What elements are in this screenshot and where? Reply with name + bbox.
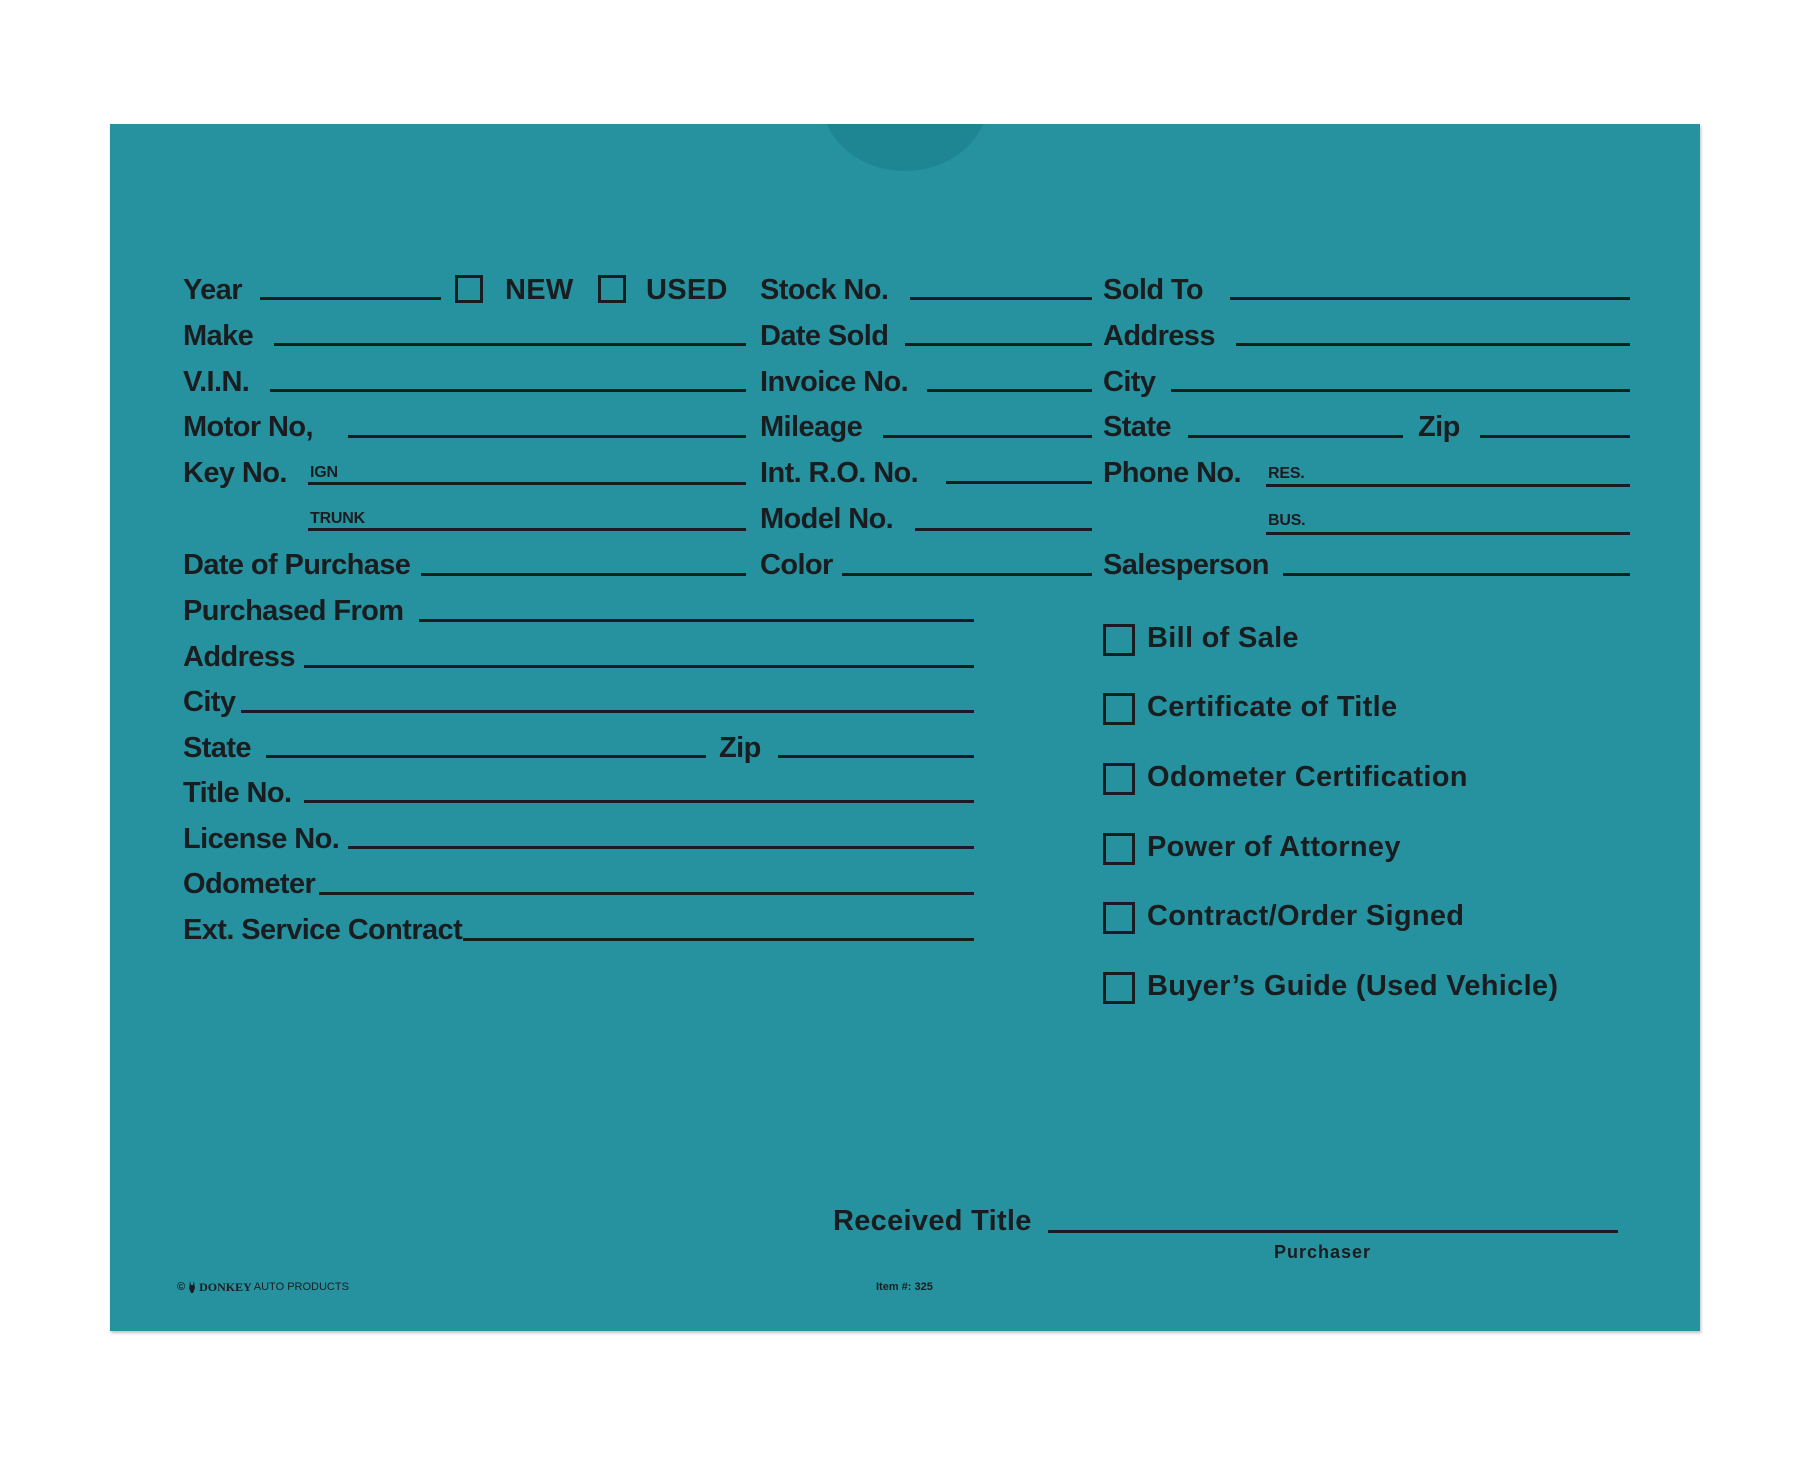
trunk-label: TRUNK bbox=[310, 510, 365, 527]
seller-zip-label: Zip bbox=[719, 732, 761, 764]
contract-order-signed-label: Contract/Order Signed bbox=[1147, 900, 1465, 932]
buyers-guide-checkbox[interactable] bbox=[1103, 972, 1135, 1004]
date-sold-label: Date Sold bbox=[760, 320, 889, 352]
used-checkbox[interactable] bbox=[598, 275, 626, 303]
buyer-zip-label: Zip bbox=[1418, 411, 1460, 443]
brand-name: DONKEY bbox=[199, 1280, 252, 1294]
mileage-label: Mileage bbox=[760, 411, 863, 443]
brand-logo bbox=[177, 1281, 349, 1293]
buyer-address-line[interactable] bbox=[1236, 343, 1630, 346]
purchaser-caption: Purchaser bbox=[1274, 1242, 1372, 1262]
ign-label: IGN bbox=[310, 464, 338, 481]
year-label: Year bbox=[183, 274, 242, 306]
stock-no-line[interactable] bbox=[910, 297, 1092, 300]
make-label: Make bbox=[183, 320, 254, 352]
date-sold-line[interactable] bbox=[905, 343, 1092, 346]
bill-of-sale-checkbox[interactable] bbox=[1103, 624, 1135, 656]
seller-zip-line[interactable] bbox=[778, 755, 974, 758]
certificate-of-title-label: Certificate of Title bbox=[1147, 691, 1398, 723]
odometer-certification-label: Odometer Certification bbox=[1147, 761, 1468, 793]
ext-service-contract-label: Ext. Service Contract bbox=[183, 914, 463, 946]
phone-no-label: Phone No. bbox=[1103, 457, 1241, 489]
copyright-symbol: © bbox=[177, 1280, 186, 1293]
title-no-label: Title No. bbox=[183, 777, 292, 809]
seller-state-line[interactable] bbox=[266, 755, 706, 758]
motor-no-line[interactable] bbox=[348, 435, 746, 438]
salesperson-line[interactable] bbox=[1283, 573, 1630, 576]
seller-address-line[interactable] bbox=[304, 665, 974, 668]
buyer-state-line[interactable] bbox=[1188, 435, 1403, 438]
color-label: Color bbox=[760, 549, 833, 581]
title-no-line[interactable] bbox=[304, 800, 974, 803]
seller-city-line[interactable] bbox=[241, 710, 974, 713]
odometer-line[interactable] bbox=[319, 892, 974, 895]
model-no-label: Model No. bbox=[760, 503, 894, 535]
new-checkbox[interactable] bbox=[455, 275, 483, 303]
vin-line[interactable] bbox=[270, 389, 746, 392]
bus-phone-line[interactable] bbox=[1266, 532, 1630, 535]
ext-service-contract-line[interactable] bbox=[463, 938, 974, 941]
res-label: RES. bbox=[1268, 465, 1305, 482]
vin-label: V.I.N. bbox=[183, 366, 250, 398]
color-line[interactable] bbox=[842, 573, 1092, 576]
int-ro-no-label: Int. R.O. No. bbox=[760, 457, 919, 489]
invoice-no-line[interactable] bbox=[927, 389, 1092, 392]
sold-to-line[interactable] bbox=[1230, 297, 1630, 300]
invoice-no-label: Invoice No. bbox=[760, 366, 909, 398]
donkey-icon bbox=[187, 1281, 197, 1293]
ign-key-line[interactable] bbox=[308, 482, 746, 485]
buyers-guide-label: Buyer’s Guide (Used Vehicle) bbox=[1147, 970, 1559, 1002]
buyer-city-line[interactable] bbox=[1171, 389, 1630, 392]
buyer-address-label: Address bbox=[1103, 320, 1215, 352]
odometer-label: Odometer bbox=[183, 868, 316, 900]
seller-address-label: Address bbox=[183, 641, 295, 673]
used-label: USED bbox=[646, 274, 728, 306]
brand-suffix: AUTO PRODUCTS bbox=[253, 1280, 349, 1293]
res-phone-line[interactable] bbox=[1266, 484, 1630, 487]
power-of-attorney-label: Power of Attorney bbox=[1147, 831, 1401, 863]
key-no-label: Key No. bbox=[183, 457, 287, 489]
buyer-state-label: State bbox=[1103, 411, 1171, 443]
certificate-of-title-checkbox[interactable] bbox=[1103, 693, 1135, 725]
buyer-city-label: City bbox=[1103, 366, 1156, 398]
odometer-certification-checkbox[interactable] bbox=[1103, 763, 1135, 795]
contract-order-signed-checkbox[interactable] bbox=[1103, 902, 1135, 934]
envelope-form bbox=[110, 124, 1700, 1331]
make-line[interactable] bbox=[274, 343, 746, 346]
trunk-key-line[interactable] bbox=[308, 528, 746, 531]
stock-no-label: Stock No. bbox=[760, 274, 889, 306]
new-label: NEW bbox=[505, 274, 574, 306]
date-of-purchase-label: Date of Purchase bbox=[183, 549, 411, 581]
power-of-attorney-checkbox[interactable] bbox=[1103, 833, 1135, 865]
purchased-from-line[interactable] bbox=[419, 619, 974, 622]
year-line[interactable] bbox=[260, 297, 441, 300]
int-ro-no-line[interactable] bbox=[946, 481, 1092, 484]
thumb-cut bbox=[822, 124, 988, 171]
mileage-line[interactable] bbox=[883, 435, 1092, 438]
seller-city-label: City bbox=[183, 686, 236, 718]
model-no-line[interactable] bbox=[915, 528, 1092, 531]
item-number: Item #: 325 bbox=[876, 1281, 933, 1293]
license-no-line[interactable] bbox=[348, 846, 974, 849]
sold-to-label: Sold To bbox=[1103, 274, 1203, 306]
license-no-label: License No. bbox=[183, 823, 340, 855]
buyer-zip-line[interactable] bbox=[1480, 435, 1630, 438]
seller-state-label: State bbox=[183, 732, 251, 764]
salesperson-label: Salesperson bbox=[1103, 549, 1269, 581]
purchased-from-label: Purchased From bbox=[183, 595, 404, 627]
bill-of-sale-label: Bill of Sale bbox=[1147, 622, 1299, 654]
motor-no-label: Motor No, bbox=[183, 411, 313, 443]
received-title-label: Received Title bbox=[833, 1205, 1032, 1237]
received-title-line[interactable] bbox=[1048, 1230, 1618, 1233]
date-of-purchase-line[interactable] bbox=[421, 573, 746, 576]
bus-label: BUS. bbox=[1268, 512, 1306, 529]
